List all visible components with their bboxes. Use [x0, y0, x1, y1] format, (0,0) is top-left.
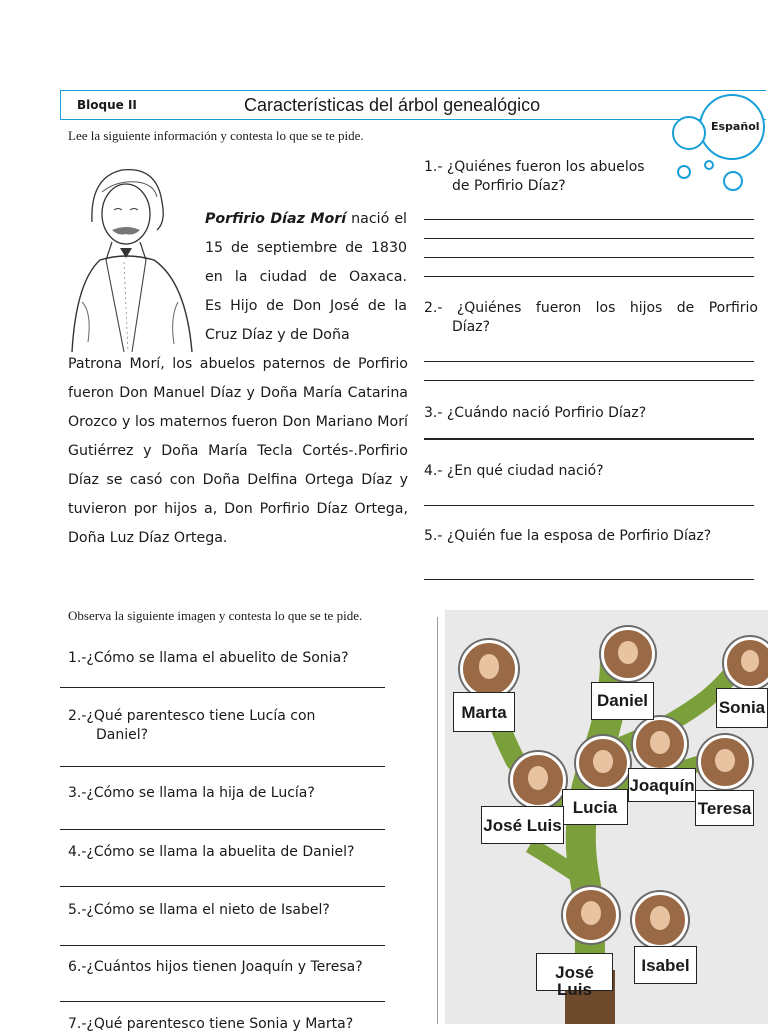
question-b5: 5.-¿Cómo se llama el nieto de Isabel? [68, 902, 330, 918]
answer-line[interactable] [424, 276, 754, 277]
question-b3: 3.-¿Cómo se llama la hija de Lucía? [68, 785, 315, 801]
subject-label: Español [711, 120, 760, 133]
answer-line[interactable] [60, 1001, 385, 1002]
answer-line[interactable] [424, 505, 754, 506]
instructions-1: Lee la siguiente información y contesta lo que se te pide. [68, 128, 364, 143]
name-tag-jose-luis-2: José Luis [536, 953, 613, 991]
name-tag-lucia: Lucia [562, 789, 628, 825]
photo-teresa [698, 735, 752, 789]
bio-paragraph-top [205, 205, 407, 350]
bio-paragraph-rest: Patrona Morí, los abuelos paternos de Porfirio fueron Don Manuel Díaz y Doña María Catarina Orozco y los maternos fueron Don Mariano Morí Gutiérrez y Doña María Tecla Cortés-.Porfirio Díaz se casó con Doña Delfina Ortega Díaz y tuvieron por hijos a, Don Porfirio Díaz Ortega, Doña Luz Díaz Ortega. [68, 356, 408, 546]
bloque-label: Bloque II [77, 98, 137, 112]
answer-line[interactable] [424, 438, 754, 440]
photo-lucia [576, 736, 630, 790]
name-tag-marta: Marta [453, 692, 515, 732]
question-b1: 1.-¿Cómo se llama el abuelito de Sonia? [68, 650, 349, 666]
portrait-image [62, 152, 202, 352]
bio-line3: en la ciudad de Oaxaca. [205, 269, 407, 285]
bubble-small-1 [672, 116, 706, 150]
answer-line[interactable] [424, 361, 754, 362]
answer-line[interactable] [60, 945, 385, 946]
answer-line[interactable] [60, 886, 385, 887]
photo-marta [460, 640, 518, 698]
answer-line[interactable] [424, 219, 754, 220]
answer-line[interactable] [424, 579, 754, 580]
name-tag-teresa: Teresa [695, 790, 754, 826]
question-b4: 4.-¿Cómo se llama la abuelita de Daniel? [68, 844, 355, 860]
answer-line[interactable] [60, 829, 385, 830]
name-tag-isabel: Isabel [634, 946, 697, 984]
question-a3: 3.- ¿Cuándo nació Porfirio Díaz? [424, 405, 647, 421]
instructions-2: Observa la siguiente imagen y contesta lo que se te pide. [68, 608, 363, 623]
bio-line1: nació el [346, 211, 407, 227]
photo-sonia [724, 637, 768, 689]
name-tag-joaquin: Joaquín [628, 768, 696, 802]
photo-daniel [601, 627, 655, 681]
bio-name: Porfirio Díaz Morí [205, 211, 347, 227]
question-b2: 2.-¿Qué parentesco tiene Lucía con Daniel? [68, 708, 316, 743]
question-a4: 4.- ¿En qué ciudad nació? [424, 463, 604, 479]
name-tag-sonia: Sonia [716, 688, 768, 728]
question-b7: 7.-¿Qué parentesco tiene Sonia y Marta? [68, 1016, 354, 1032]
answer-line[interactable] [60, 766, 385, 767]
question-b6: 6.-¿Cuántos hijos tienen Joaquín y Teresa? [68, 959, 363, 975]
answer-line[interactable] [424, 238, 754, 239]
answer-line[interactable] [424, 380, 754, 381]
question-a5: 5.- ¿Quién fue la esposa de Porfirio Díaz? [424, 528, 712, 544]
name-tag-jose-luis-1: José Luis [481, 806, 564, 844]
page-title: Características del árbol genealógico [244, 95, 541, 115]
bio-line5: Cruz Díaz y de Doña [205, 327, 350, 343]
photo-isabel [632, 892, 688, 948]
answer-line[interactable] [424, 257, 754, 258]
column-divider [437, 617, 438, 1024]
photo-jose-luis-2 [563, 887, 619, 943]
name-tag-daniel: Daniel [591, 682, 654, 720]
answer-line[interactable] [60, 687, 385, 688]
question-a1: 1.- ¿Quiénes fueron los abuelos de Porfirio Díaz? [424, 159, 645, 194]
photo-joaquin [633, 717, 687, 771]
question-a2: 2.- ¿Quiénes fueron los hijos de Porfirio Díaz? [424, 300, 758, 335]
photo-jose-luis-1 [510, 752, 566, 808]
bio-line2: 15 de septiembre de 1830 [205, 240, 407, 256]
bio-line4: Es Hijo de Don José de la [205, 298, 407, 314]
